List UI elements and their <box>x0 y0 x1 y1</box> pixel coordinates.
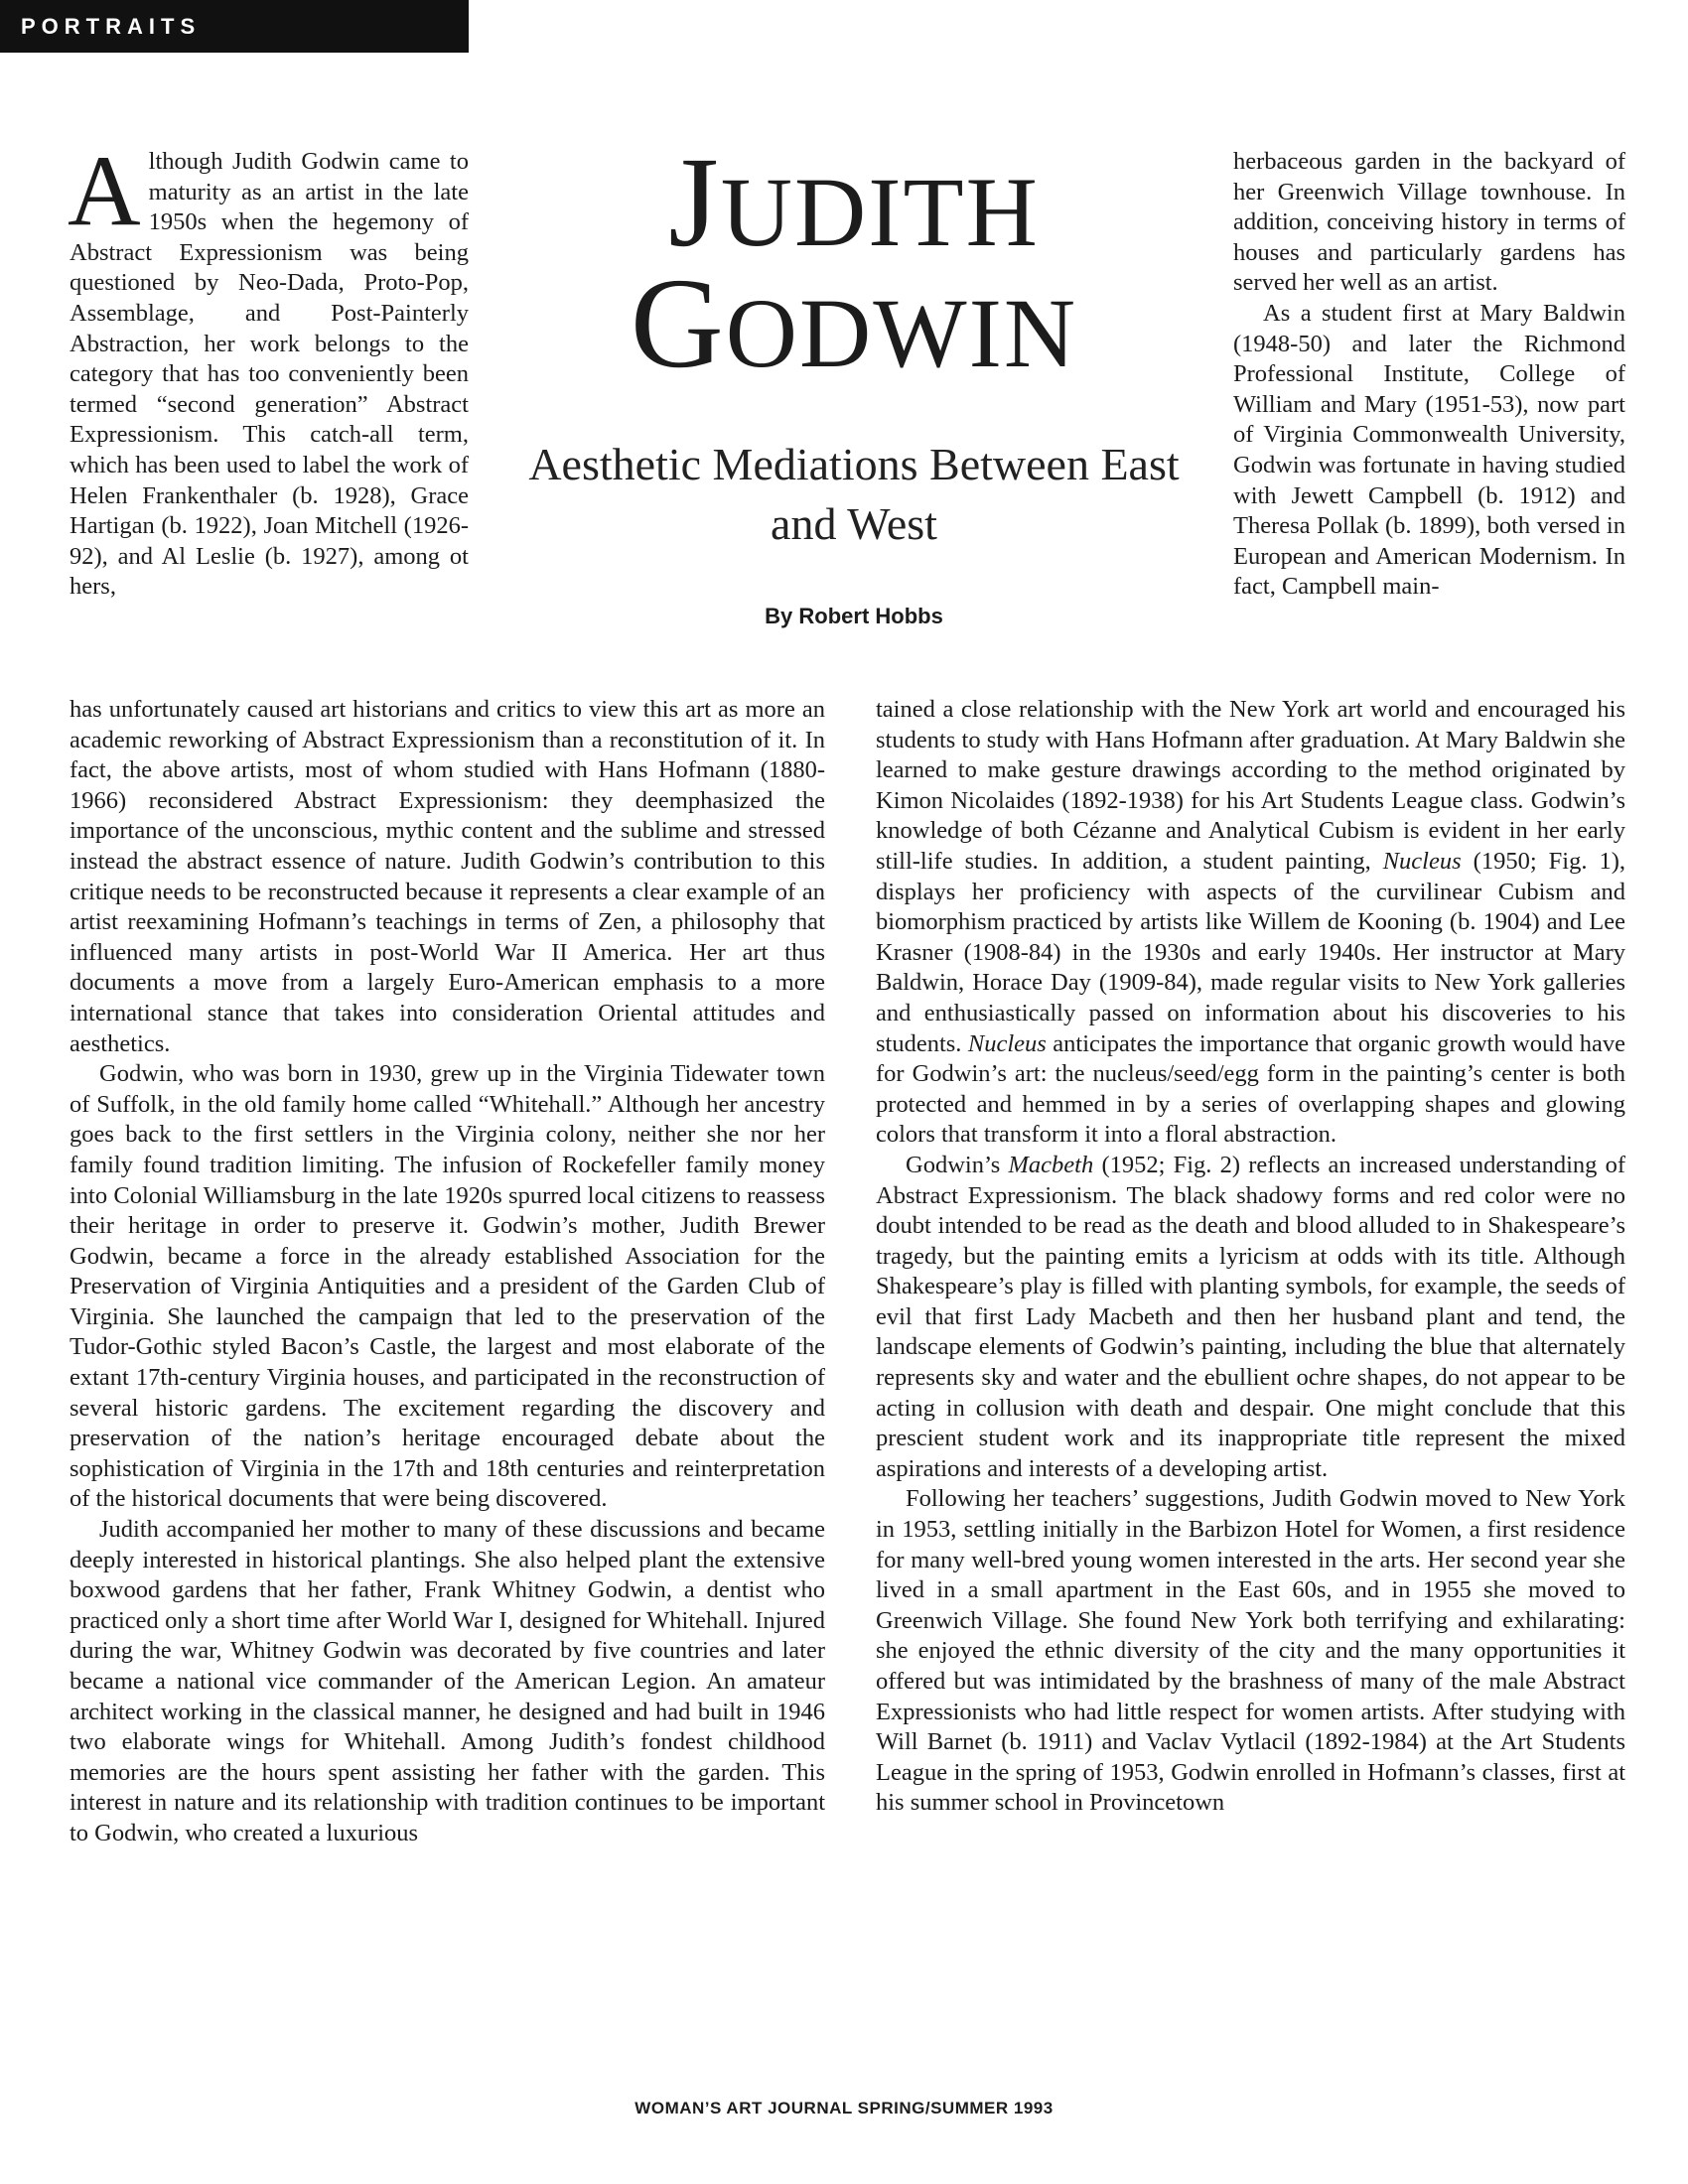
section-label: PORTRAITS <box>0 0 469 53</box>
paragraph: As a student first at Mary Baldwin (1948-50) and later the Richmond Professional Institute, College of William and Mary (1951-53), now part of Virginia Commonwealth University, Godwin was fortunate in having studied with Jewett Campbell (b. 1912) and Theresa Pollak (b. 1899), both versed in European and American Modernism. In fact, Campbell main- <box>1233 299 1625 601</box>
intro-text: lthough Judith Godwin came to maturity as an artist in the late 1950s when the hegemony of Abstract Expressionism was being questioned by Neo-Dada, Proto-Pop, Assemblage, and Post-Painterly Abstraction, her work belongs to the category that has too conveniently been termed “second generation” Abstract Expressionism. This catch-all term, which has been used to label the work of Helen Frankenthaler (b. 1928), Grace Hartigan (b. 1922), Joan Mitchell (1926-92), and Al Leslie (b. 1927), among ot hers, <box>70 148 469 601</box>
paragraph: Godwin, who was born in 1930, grew up in the Virginia Tidewater town of Suffolk, in the old family home called “Whitehall.” Although her ancestry goes back to the first settlers in the Virginia colony, neither she nor her family found tradition limiting. The infusion of Rockefeller family money into Colonial Williamsburg in the late 1920s spurred local citizens to reassess their heritage in order to preserve it. Godwin’s mother, Judith Brewer Godwin, became a force in the already established Association for the Preservation of Virginia Antiquities and a president of the Garden Club of Virginia. She launched the campaign that led to the preservation of the Tudor-Gothic styled Bacon’s Castle, the largest and most elaborate of the extant 17th-century Virginia houses, and participated in the reconstruction of several historic gardens. The excitement regarding the discovery and preservation of the nation’s heritage encouraged debate about the sophistication of Virginia in the 17th and 18th centuries and reinterpretation of the historical documents that were being discovered. <box>70 1060 825 1513</box>
title-line-1 <box>496 131 1211 274</box>
text-run: Godwin’s <box>906 1151 1001 1178</box>
byline: By Robert Hobbs <box>765 604 943 628</box>
text-run: tained a close relationship with the New York art world and encouraged his students to study with Hans Hofmann after graduation. At Mary Baldwin she learned to make gesture drawings according to the method originated by Kimon Nicolaides (1892-1938) for his Art Students League class. Godwin’s knowledge of both Cézanne and Analytical Cubism is evident in her early still-life studies. In addition, a student painting, <box>876 696 1625 875</box>
journal-footer: WOMAN’S ART JOURNAL SPRING/SUMMER 1993 <box>634 2099 1054 2117</box>
top-right-column <box>1233 147 1625 603</box>
text-run: (1952; Fig. 2) reflects an increased understanding of Abstract Expressionism. The black shadowy forms and red color were no doubt intended to be read as the death and blood alluded to in Shakespeare’s tragedy, but the painting emits a lyricism at odds with its title. Although Shakespeare’s play is filled with planting symbols, for example, the seeds of evil that first Lady Macbeth and then her husband plant and tend, the landscape elements of Godwin’s painting, including the blue that alternately represents sky and water and the ebullient ochre shapes, do not appear to be acting in collusion with death and despair. One might conclude that this prescient student work and its inappropriate title represent the mixed aspirations and interests of a developing artist. <box>876 1151 1626 1482</box>
right-column <box>876 695 1625 1819</box>
artwork-title: Nucleus <box>1382 847 1462 875</box>
paragraph: Judith accompanied her mother to many of these discussions and became deeply interested in historical plantings. She also helped plant the extensive boxwood gardens that her father, Frank Whitney Godwin, a dentist who practiced only a short time after World War I, designed for Whitehall. Injured during the war, Whitney Godwin was decorated by five countries and later became a national vice commander of the American Legion. An amateur architect working in the classical manner, he designed and had built in 1946 two elaborate wings for Whitehall. Among Judith’s fondest childhood memories are the hours spent assisting her father with the garden. This interest in nature and its relationship with tradition continues to be important to Godwin, who created a luxurious <box>70 1516 825 1846</box>
top-left-column <box>68 135 469 603</box>
title-rest-2: ODWIN <box>725 278 1078 388</box>
title-initial-2: G <box>630 252 726 395</box>
title-block <box>496 131 1211 629</box>
drop-cap: A <box>68 135 141 247</box>
artwork-title: Nucleus <box>967 1029 1047 1057</box>
intro-paragraph <box>68 135 469 603</box>
text-run: anticipates the importance that organic growth would have for Godwin’s art: the nucleus/seed/egg form in the painting’s center is both protected and hemmed in by a series of overlapping shapes and glowing colors that transform it into a floral abstraction. <box>876 1029 1626 1149</box>
paragraph <box>876 695 1625 1151</box>
paragraph: has unfortunately caused art historians and critics to view this art as more an academic reworking of Abstract Expressionism than a reconstitution of it. In fact, the above artists, most of whom studied with Hans Hofmann (1880-1966) reconsidered Abstract Expressionism: they deemphasized the importance of the unconscious, mythic content and the sublime and stressed instead the abstract essence of nature. Judith Godwin’s contribution to this critique needs to be reconstructed because it represents a clear example of an artist reexamining Hofmann’s teachings in terms of Zen, a philosophy that influenced many artists in post-World War II America. Her art thus documents a move from a largely Euro-American emphasis to a more international stance that takes into consideration Oriental attitudes and aesthetics. <box>70 696 825 1057</box>
paragraph: Following her teachers’ suggestions, Judith Godwin moved to New York in 1953, settling initially in the Barbizon Hotel for Women, a first residence for many well-bred young women interested in the arts. Her second year she lived in a small apartment in the East 60s, and in 1955 she moved to Greenwich Village. She found New York both terrifying and exhilarating: she enjoyed the ethnic diversity of the city and the many opportunities it offered but was intimidated by the brashness of many of the male Abstract Expressionists who had little respect for women artists. After studying with Will Barnet (b. 1911) and Vaclav Vytlacil (1892-1984) at the Art Students League in the spring of 1953, Godwin enrolled in Hofmann’s classes, first at his summer school in Provincetown <box>876 1485 1625 1817</box>
article-subtitle: Aesthetic Mediations Between East and West <box>528 439 1180 549</box>
title-initial-1: J <box>668 131 721 274</box>
paragraph: herbaceous garden in the backyard of her Greenwich Village townhouse. In addition, conceiving history in terms of houses and particularly gardens has served her well as an artist. <box>1233 148 1625 297</box>
title-line-2 <box>496 252 1211 395</box>
left-column <box>70 695 825 1849</box>
text-run: (1950; Fig. 1), displays her proficiency with aspects of the curvilinear Cubism and biomorphism practiced by artists like Willem de Kooning (b. 1904) and Lee Krasner (1908-84) in the 1930s and early 1940s. Her instructor at Mary Baldwin, Horace Day (1909-84), made regular visits to New York galleries and enthusiastically passed on information about his discoveries to his students. <box>876 847 1625 1057</box>
artwork-title: Macbeth <box>1008 1151 1094 1178</box>
title-rest-1: UDITH <box>720 157 1040 267</box>
paragraph <box>876 1151 1625 1485</box>
